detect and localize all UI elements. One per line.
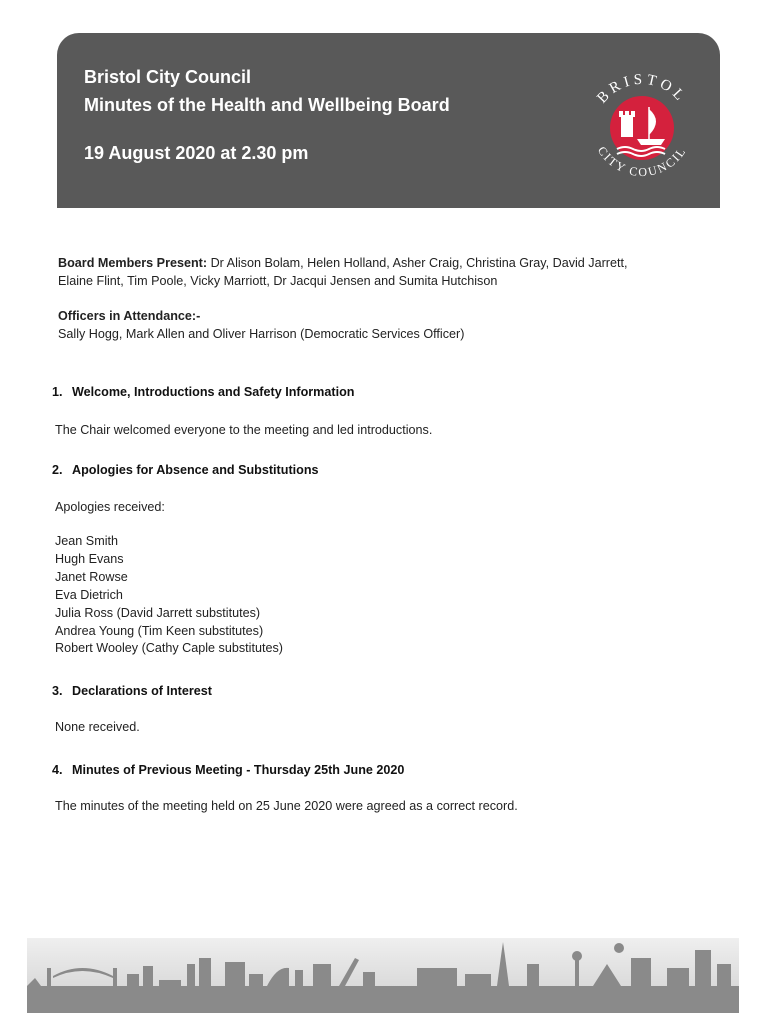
list-item: Hugh Evans (55, 551, 124, 566)
svg-text:BRISTOL: BRISTOL (594, 71, 690, 107)
list-item: Janet Rowse (55, 569, 128, 584)
item-body-4: The minutes of the meeting held on 25 June 2020 were agreed as a correct record. (55, 799, 518, 813)
document-title: Minutes of the Health and Wellbeing Board (84, 95, 450, 115)
members-label: Board Members Present: (58, 256, 208, 270)
item-body-1: The Chair welcomed everyone to the meeting and led introductions. (55, 423, 433, 437)
header-banner (57, 33, 720, 208)
members-present (58, 254, 718, 290)
header-text (84, 63, 450, 164)
members-line2: Elaine Flint, Tim Poole, Vicky Marriott, Dr Jacqui Jensen and Sumita Hutchison (58, 274, 498, 288)
item-heading-4: 4. Minutes of Previous Meeting - Thursday 25th June 2020 (52, 763, 405, 777)
item-body-3: None received. (55, 720, 140, 734)
list-item: Julia Ross (David Jarrett substitutes) (55, 605, 261, 620)
members-line1: Dr Alison Bolam, Helen Holland, Asher Craig, Christina Gray, David Jarrett, (210, 256, 628, 270)
list-item: Robert Wooley (Cathy Caple substitutes) (55, 641, 283, 656)
item-heading-1: 1. Welcome, Introductions and Safety Information (52, 385, 355, 399)
list-item: Eva Dietrich (55, 587, 123, 602)
item-body-2: Apologies received: (55, 500, 165, 514)
item-heading-3: 3. Declarations of Interest (52, 684, 212, 698)
officers-label: Officers in Attendance:- (58, 309, 201, 323)
org-name: Bristol City Council (84, 67, 252, 87)
bristol-city-council-logo (577, 63, 707, 193)
apologies-list (55, 533, 283, 658)
item-heading-2: 2. Apologies for Absence and Substitutions (52, 463, 319, 477)
officers-attendance (58, 307, 464, 343)
svg-text:CITY COUNCIL: CITY COUNCIL (594, 143, 690, 180)
meeting-date: 19 August 2020 at 2.30 pm (84, 143, 309, 163)
list-item: Jean Smith (55, 534, 118, 548)
city-skyline-footer (27, 938, 739, 1013)
list-item: Andrea Young (Tim Keen substitutes) (55, 623, 264, 638)
officers-list: Sally Hogg, Mark Allen and Oliver Harrison (Democratic Services Officer) (58, 327, 465, 341)
